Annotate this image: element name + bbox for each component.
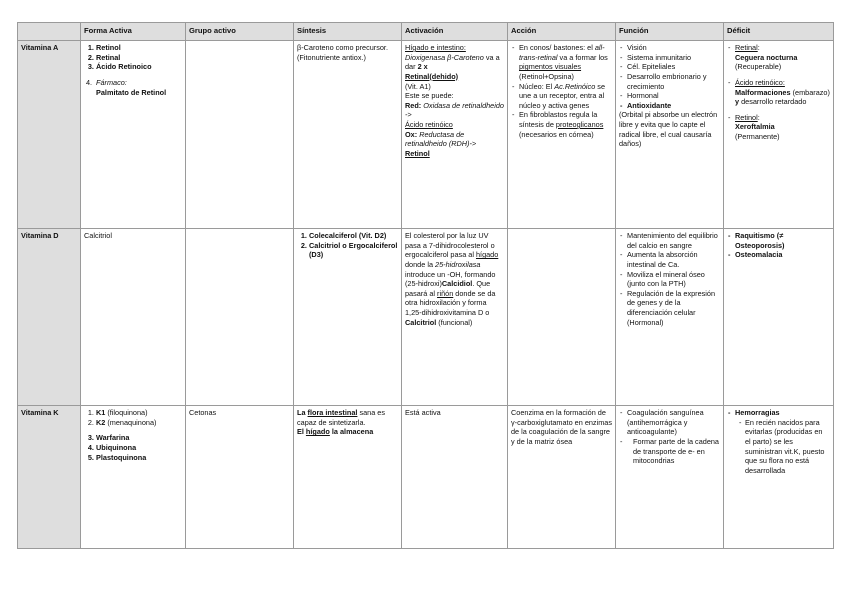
cell-d-sintesis (294, 229, 402, 406)
cell-a-grupo-activo (186, 41, 294, 229)
header-grupo-activo: Grupo activo (186, 23, 294, 41)
list-item: 2. Retinal (96, 53, 182, 63)
list-item: - Osteomalacia (735, 250, 830, 260)
cell-k-grupo-activo: Cetonas (186, 406, 294, 549)
list-item: 1. Retinol (96, 43, 182, 53)
list-item: - Moviliza el mineral óseo (junto con la PTH) (627, 270, 720, 289)
list-item: - Sistema inmunitario (627, 53, 720, 63)
row-vitamina-k (18, 406, 834, 549)
header-sintesis: Síntesis (294, 23, 402, 41)
cell-d-activacion: El colesterol por la luz UV pasa a 7-dihidrocolesterol o ergocalciferol pasa al hígado donde la 25-hidroxilasa introduce un -OH, formando (25-hidroxi)Calcidiol. Que pasará al riñón donde se da otra hidroxilación y forma 1,25-dihidroxivitamina D o Calcitriol (funcional) (402, 229, 508, 406)
list-item: - Antioxidante (627, 101, 720, 111)
list-item: 4. Ubiquinona (96, 443, 182, 453)
cell-a-accion (508, 41, 616, 229)
cell-a-funcion: - Visión - Sistema inmunitario - Cél. Epiteliales - Desarrollo embrionario y crecimiento - Hormonal - Antioxidante (Orbital pi absorbe un electrón libre y evita que lo capte el radical libre, el cual causaría daños) (616, 41, 724, 229)
list-item: - Hemorragias (735, 408, 830, 418)
cell-k-accion: Coenzima en la formación de γ-carboxiglutamato en enzimas de la coagulación de la sangre y de la matriz ósea (508, 406, 616, 549)
header-accion: Acción (508, 23, 616, 41)
cell-d-funcion (616, 229, 724, 406)
list-item: 2. Calcitriol o Ergocalciferol (D3) (309, 241, 398, 260)
list-item: - Retinol: Xeroftalmia (Permanente) (735, 113, 830, 142)
list-item: - Retinal: Ceguera nocturna (Recuperable) (735, 43, 830, 72)
cell-a-deficit (724, 41, 834, 229)
header-activacion: Activación (402, 23, 508, 41)
list-item: - Formar parte de la cadena de transporte de e- en mitocondrias (627, 437, 720, 466)
header-forma-activa: Forma Activa (81, 23, 186, 41)
list-item: 5. Plastoquinona (96, 453, 182, 463)
list-item: - Aumenta la absorción intestinal de Ca. (627, 250, 720, 269)
cell-d-accion (508, 229, 616, 406)
header-row (18, 23, 834, 41)
cell-k-activacion: Está activa (402, 406, 508, 549)
row-vitamina-d (18, 229, 834, 406)
cell-a-activacion: Hígado e intestino: Dioxigenasa β-Caroteno va a dar 2 x Retinal(dehido) (Vit. A1) Este se puede: Red: Oxidasa de retinaldheido -> Ácido retinóico Ox: Reductasa de retinaldheido (RDH)-> Retinol (402, 41, 508, 229)
list-item: - Mantenimiento del equilibrio del calcio en sangre (627, 231, 720, 250)
cell-k-forma-activa (81, 406, 186, 549)
list-item: - Raquitismo (≠ Osteoporosis) (735, 231, 830, 250)
cell-d-forma-activa: Calcitriol (81, 229, 186, 406)
list-item: - Desarrollo embrionario y crecimiento (627, 72, 720, 91)
list-item: - En conos/ bastones: el all-trans-retinal va a formar los pigmentos visuales (Retinol+Opsina) (519, 43, 612, 82)
list-item: - En recién nacidos para evitarlas (producidas en el parto) se les suministran vit.K, puesto que su flora no está desarrollada (745, 418, 830, 476)
cell-d-grupo-activo (186, 229, 294, 406)
row-vitamina-a (18, 41, 834, 229)
row-label-vitamina-k: Vitamina K (18, 406, 81, 549)
list-item: 1. K1 (filoquinona) (96, 408, 182, 418)
list-item: 3. Ácido Retinoico (96, 62, 182, 72)
list-item: - Ácido retinóico: Malformaciones (embarazo) y desarrollo retardado (735, 78, 830, 107)
row-label-vitamina-d: Vitamina D (18, 229, 81, 406)
vitamins-table (17, 22, 834, 549)
list-item: - Cél. Epiteliales (627, 62, 720, 72)
cell-k-deficit (724, 406, 834, 549)
cell-k-sintesis: La flora intestinal sana es capaz de sintetizarla. El hígado la almacena (294, 406, 402, 549)
list-item: - Regulación de la expresión de genes y de la diferenciación celular (Hormonal) (627, 289, 720, 328)
cell-d-deficit (724, 229, 834, 406)
list-item: 3. Warfarina (96, 433, 182, 443)
list-item: 2. K2 (menaquinona) (96, 418, 182, 428)
cell-a-forma-activa (81, 41, 186, 229)
header-corner (18, 23, 81, 41)
list-item: - Visión (627, 43, 720, 53)
row-label-vitamina-a: Vitamina A (18, 41, 81, 229)
header-deficit: Déficit (724, 23, 834, 41)
list-item: - Núcleo: El Ac.Retinóico se une a un receptor, entra al núcleo y activa genes (519, 82, 612, 111)
cell-a-sintesis: β-Caroteno como precursor. (Fitonutriente antiox.) (294, 41, 402, 229)
list-item: 1. Colecalciferol (Vit. D2) (309, 231, 398, 241)
list-item: - Coagulación sanguínea (antihemorrágica y anticoagulante) (627, 408, 720, 437)
list-item: - En fibroblastos regula la síntesis de proteoglicanos (necesarios en córnea) (519, 110, 612, 139)
cell-k-funcion (616, 406, 724, 549)
forma-item-4: 4. Fármaco: Palmitato de Retinol (86, 77, 167, 97)
list-item: - Hormonal (627, 91, 720, 101)
header-funcion: Función (616, 23, 724, 41)
